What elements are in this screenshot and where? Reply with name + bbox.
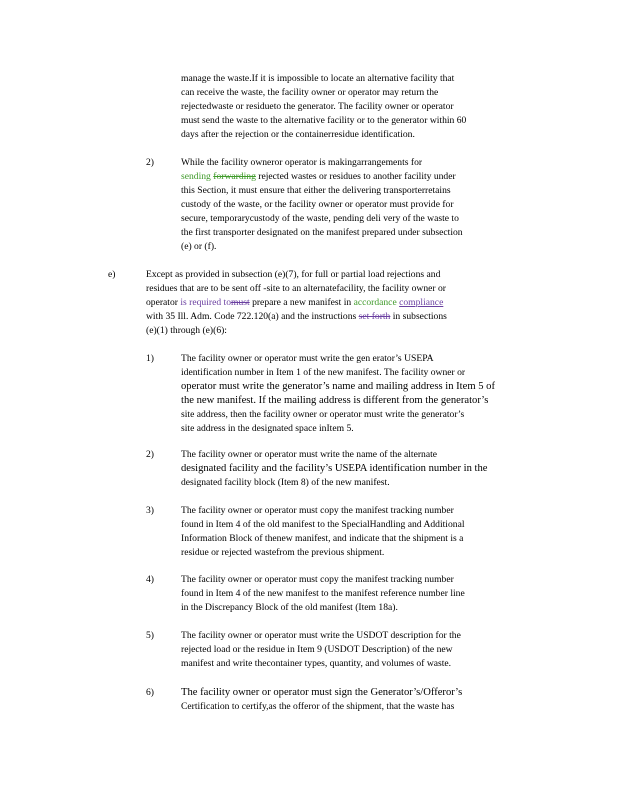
sub-4-paragraph <box>181 573 541 615</box>
text-line: must send the waste to the alternative facility or to the generator within 60 <box>181 115 467 126</box>
text-line: identification number in Item 1 of the new manifest. The facility owner or <box>181 367 466 378</box>
text-line: While the facility owneror operator is makingarrangements for <box>181 157 423 168</box>
item-2-paragraph <box>181 156 531 254</box>
text-line: Except as provided in subsection (e)(7), for full or partial load rejections and <box>146 269 441 280</box>
text-line: Certification to certify,as the offeror of the shipment, that the waste has <box>181 701 455 712</box>
inserted-text: accordance <box>353 297 397 308</box>
text-line: site address in the designated space inItem 5. <box>181 423 354 434</box>
inserted-text: is required to <box>180 297 231 308</box>
text-line: designated facility and the facility’s USEPA identification number in the <box>181 463 488 474</box>
text-fragment: site address, then the facility owner or operator must write the generator’s <box>181 409 465 420</box>
sub-1-paragraph <box>181 352 541 436</box>
item-letter: e) <box>108 269 116 280</box>
sub-5-paragraph <box>181 629 537 671</box>
text-line: (e) or (f). <box>181 241 217 252</box>
text-line <box>181 170 531 184</box>
item-e-paragraph <box>146 268 531 338</box>
text-line: rejected load or the residue in Item 9 (USDOT Description) of the new <box>181 644 453 655</box>
text-line: in the Discrepancy Block of the old manifest (Item 18a). <box>181 602 398 613</box>
text-line: found in Item 4 of the new manifest to the manifest reference number line <box>181 588 465 599</box>
text-line: designated facility block (Item 8) of the new manifest. <box>181 477 390 488</box>
text-line: manage the waste.If it is impossible to locate an alternative facility that <box>181 73 455 84</box>
deleted-text: set forth <box>358 311 391 322</box>
text-line <box>146 296 531 310</box>
inserted-text: sending <box>181 171 211 182</box>
text-line <box>146 310 531 324</box>
text-line <box>181 408 541 422</box>
text-line: The facility owner or operator must copy the manifest tracking number <box>181 574 454 585</box>
text-line: found in Item 4 of the old manifest to the SpecialHandling and Additional <box>181 519 465 530</box>
text-line: residue or rejected wastefrom the previous shipment. <box>181 547 385 558</box>
item-number: 4) <box>146 574 154 585</box>
text-fragment: prepare a new manifest in <box>249 297 354 308</box>
text-line: residues that are to be sent off -site to an alternatefacility, the facility owner or <box>146 283 446 294</box>
item-number: 6) <box>146 687 154 698</box>
text-line: The facility owner or operator must write the gen erator’s USEPA <box>181 353 434 364</box>
sub-6-paragraph <box>181 686 537 714</box>
text-line: the new manifest. If the mailing address is different from the generator’s <box>181 395 489 406</box>
deleted-text: forwarding <box>213 171 256 182</box>
text-line: The facility owner or operator must write the name of the alternate <box>181 449 437 460</box>
text-line: Information Block of thenew manifest, and indicate that the shipment is a <box>181 533 464 544</box>
inserted-text: compliance <box>399 297 444 308</box>
sub-2-paragraph <box>181 448 537 490</box>
item-number: 3) <box>146 505 154 516</box>
item-number: 2) <box>146 157 154 168</box>
text-line: manifest and write thecontainer types, quantity, and volumes of waste. <box>181 658 452 669</box>
text-line: The facility owner or operator must sign the Generator’s/Offeror’s <box>181 687 463 698</box>
text-line: (e)(1) through (e)(6): <box>146 325 227 336</box>
text-fragment: rejected wastes or residues to another facility under <box>255 171 456 182</box>
text-line: secure, temporarycustody of the waste, pending deli very of the waste to <box>181 213 459 224</box>
text-line: The facility owner or operator must copy the manifest tracking number <box>181 505 454 516</box>
sub-3-paragraph <box>181 504 541 560</box>
text-line: custody of the waste, or the facility owner or operator must provide for <box>181 199 454 210</box>
continuation-paragraph <box>181 72 537 142</box>
text-fragment: in subsections <box>390 311 447 322</box>
item-number: 5) <box>146 630 154 641</box>
text-line: The facility owner or operator must write the USDOT description for the <box>181 630 461 641</box>
text-fragment: with 35 Ill. Adm. Code 722.120(a) and the instructions <box>146 311 359 322</box>
text-line: operator must write the generator’s name and mailing address in Item 5 of <box>181 381 495 392</box>
item-number: 1) <box>146 353 154 364</box>
text-line: days after the rejection or the containerresidue identification. <box>181 129 415 140</box>
text-line: this Section, it must ensure that either the delivering transporterretains <box>181 185 451 196</box>
text-line: rejectedwaste or residueto the generator. The facility owner or operator <box>181 101 454 112</box>
text-line: the first transporter designated on the manifest prepared under subsection <box>181 227 463 238</box>
item-number: 2) <box>146 449 154 460</box>
text-line: can receive the waste, the facility owner or operator may return the <box>181 87 439 98</box>
deleted-text: must <box>231 297 250 308</box>
text-fragment: operator <box>146 297 181 308</box>
